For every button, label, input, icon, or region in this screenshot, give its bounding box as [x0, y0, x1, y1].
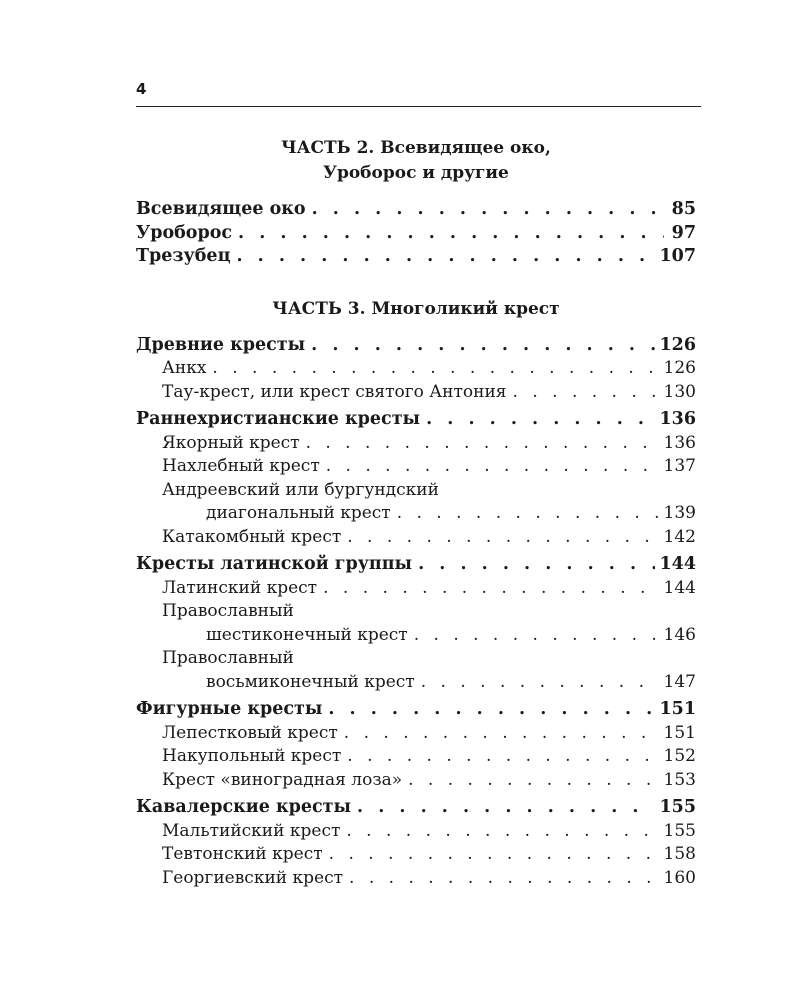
header-rule: [136, 106, 701, 107]
toc-section-page: 151: [659, 699, 696, 719]
toc-entry-page: 97: [671, 222, 696, 243]
toc-entry-title: Якорный крест: [162, 432, 300, 453]
toc-entry-title: Всевидящее око: [136, 199, 306, 219]
dot-leader: [418, 553, 655, 577]
page-number: 4: [136, 80, 147, 98]
toc-entry-dome-cross[interactable]: [136, 745, 696, 769]
dot-leader: [408, 769, 659, 793]
dot-leader: [421, 671, 660, 695]
dot-leader: [238, 222, 664, 246]
toc-entry-teutonic-cross[interactable]: [136, 843, 696, 867]
toc-entry-page: 107: [659, 246, 696, 266]
toc-entry-ouroboros[interactable]: [136, 222, 696, 246]
dot-leader: [346, 820, 659, 844]
toc-section-early-christian-crosses[interactable]: [136, 408, 696, 432]
toc-entry-page: 144: [663, 577, 696, 598]
part-2-title-line-2: Уроборос и другие: [323, 163, 509, 183]
toc-entry-title: Крест «виноградная лоза»: [162, 769, 403, 790]
toc-entry-st-george-cross[interactable]: [136, 867, 696, 891]
toc-entry-page: 137: [663, 456, 696, 476]
toc-entry-title: Мальтийский крест: [162, 820, 341, 841]
toc-entry-catacomb-cross[interactable]: [136, 526, 696, 550]
dot-leader: [347, 745, 659, 769]
toc-entry-latin-cross[interactable]: [136, 577, 696, 601]
toc-entry-page: 158: [663, 844, 696, 864]
toc-entry-petal-cross[interactable]: [136, 722, 696, 746]
dot-leader: [426, 408, 655, 432]
toc-section-page: 126: [659, 334, 696, 355]
toc-entry-page: 142: [663, 526, 696, 547]
toc-entry-title: восьмиконечный крест: [206, 671, 415, 692]
toc-entry-title: Лепестковый крест: [162, 722, 338, 743]
part-3-title-line: ЧАСТЬ 3. Многоликий крест: [272, 298, 560, 319]
dot-leader: [397, 502, 660, 526]
toc-entry-orthodox-eight-line-1: Православный: [162, 648, 294, 668]
dot-leader: [212, 357, 659, 381]
toc-entry-page: 155: [663, 820, 696, 841]
dot-leader: [349, 867, 660, 891]
toc-section-title: Раннехристианские кресты: [136, 409, 421, 429]
toc-entry-title: Георгиевский крест: [162, 867, 344, 888]
toc-entry-orthodox-six-pointed-cross[interactable]: [136, 624, 696, 648]
toc-section-page: 155: [659, 797, 696, 817]
dot-leader: [312, 198, 664, 222]
part-2-title: [136, 136, 696, 186]
toc-entry-title: Трезубец: [136, 246, 231, 266]
toc-entry-page: 152: [663, 746, 696, 766]
toc-entry-page: 139: [663, 503, 696, 523]
toc-section-figured-crosses[interactable]: [136, 698, 696, 722]
toc-entry-title: Латинский крест: [162, 577, 318, 598]
dot-leader: [357, 796, 655, 820]
toc-entry-anchor-cross[interactable]: [136, 432, 696, 456]
toc-entry-all-seeing-eye[interactable]: [136, 198, 696, 222]
toc-entry-title: Анкх: [162, 358, 207, 378]
toc-section-latin-group-crosses[interactable]: [136, 553, 696, 577]
toc-section-title: Кавалерские кресты: [136, 797, 352, 817]
toc-section-title: Фигурные кресты: [136, 699, 323, 719]
dot-leader: [323, 577, 659, 601]
dot-leader: [328, 698, 655, 722]
toc-section-chivalric-crosses[interactable]: [136, 796, 696, 820]
toc-entry-page: 160: [663, 867, 696, 888]
toc-entry-page: 147: [663, 671, 696, 692]
toc-entry-tau-cross[interactable]: [136, 381, 696, 405]
toc-entry-page: 153: [663, 769, 696, 790]
toc-section-title: Древние кресты: [136, 334, 306, 355]
dot-leader: [513, 381, 660, 405]
table-of-contents: [136, 136, 696, 890]
toc-entry-st-andrews-cross-line-1: Андреевский или бургундский: [162, 479, 439, 500]
toc-entry-maltese-cross[interactable]: [136, 820, 696, 844]
toc-entry-page: 151: [663, 722, 696, 743]
dot-leader: [329, 843, 660, 867]
toc-entry-title: диагональный крест: [206, 503, 391, 523]
toc-section-page: 144: [659, 554, 696, 574]
toc-section-page: 136: [659, 409, 696, 429]
dot-leader: [306, 432, 660, 456]
toc-entry-grapevine-cross[interactable]: [136, 769, 696, 793]
toc-entry-orthodox-six-line-1: Православный: [162, 601, 294, 621]
dot-leader: [311, 334, 655, 358]
dot-leader: [237, 245, 656, 269]
toc-entry-title: Тевтонский крест: [162, 844, 323, 864]
toc-entry-page: 146: [663, 624, 696, 645]
toc-entry-title: шестиконечный крест: [206, 624, 408, 645]
toc-entry-title: Катакомбный крест: [162, 526, 342, 547]
toc-entry-page: 130: [663, 381, 696, 402]
dot-leader: [347, 526, 659, 550]
toc-entry-title: Тау-крест, или крест святого Антония: [162, 381, 507, 402]
dot-leader: [326, 455, 660, 479]
toc-entry-page: 136: [663, 432, 696, 453]
toc-entry-st-andrews-cross[interactable]: [136, 502, 696, 526]
toc-entry-orthodox-eight-pointed-cross[interactable]: [136, 671, 696, 695]
toc-entry-trident[interactable]: [136, 245, 696, 269]
toc-entry-title: Уроборос: [136, 222, 233, 243]
dot-leader: [414, 624, 660, 648]
toc-entry-title: Нахлебный крест: [162, 456, 320, 476]
toc-section-title: Кресты латинской группы: [136, 554, 413, 574]
toc-entry-ankh[interactable]: [136, 357, 696, 381]
toc-entry-title: Накупольный крест: [162, 746, 342, 766]
dot-leader: [344, 722, 660, 746]
part-3-title: [136, 297, 696, 322]
toc-entry-breast-cross[interactable]: [136, 455, 696, 479]
toc-entry-page: 126: [663, 358, 696, 378]
toc-section-ancient-crosses[interactable]: [136, 334, 696, 358]
toc-entry-page: 85: [671, 199, 696, 219]
part-2-title-line-1: ЧАСТЬ 2. Всевидящее око,: [281, 138, 551, 158]
